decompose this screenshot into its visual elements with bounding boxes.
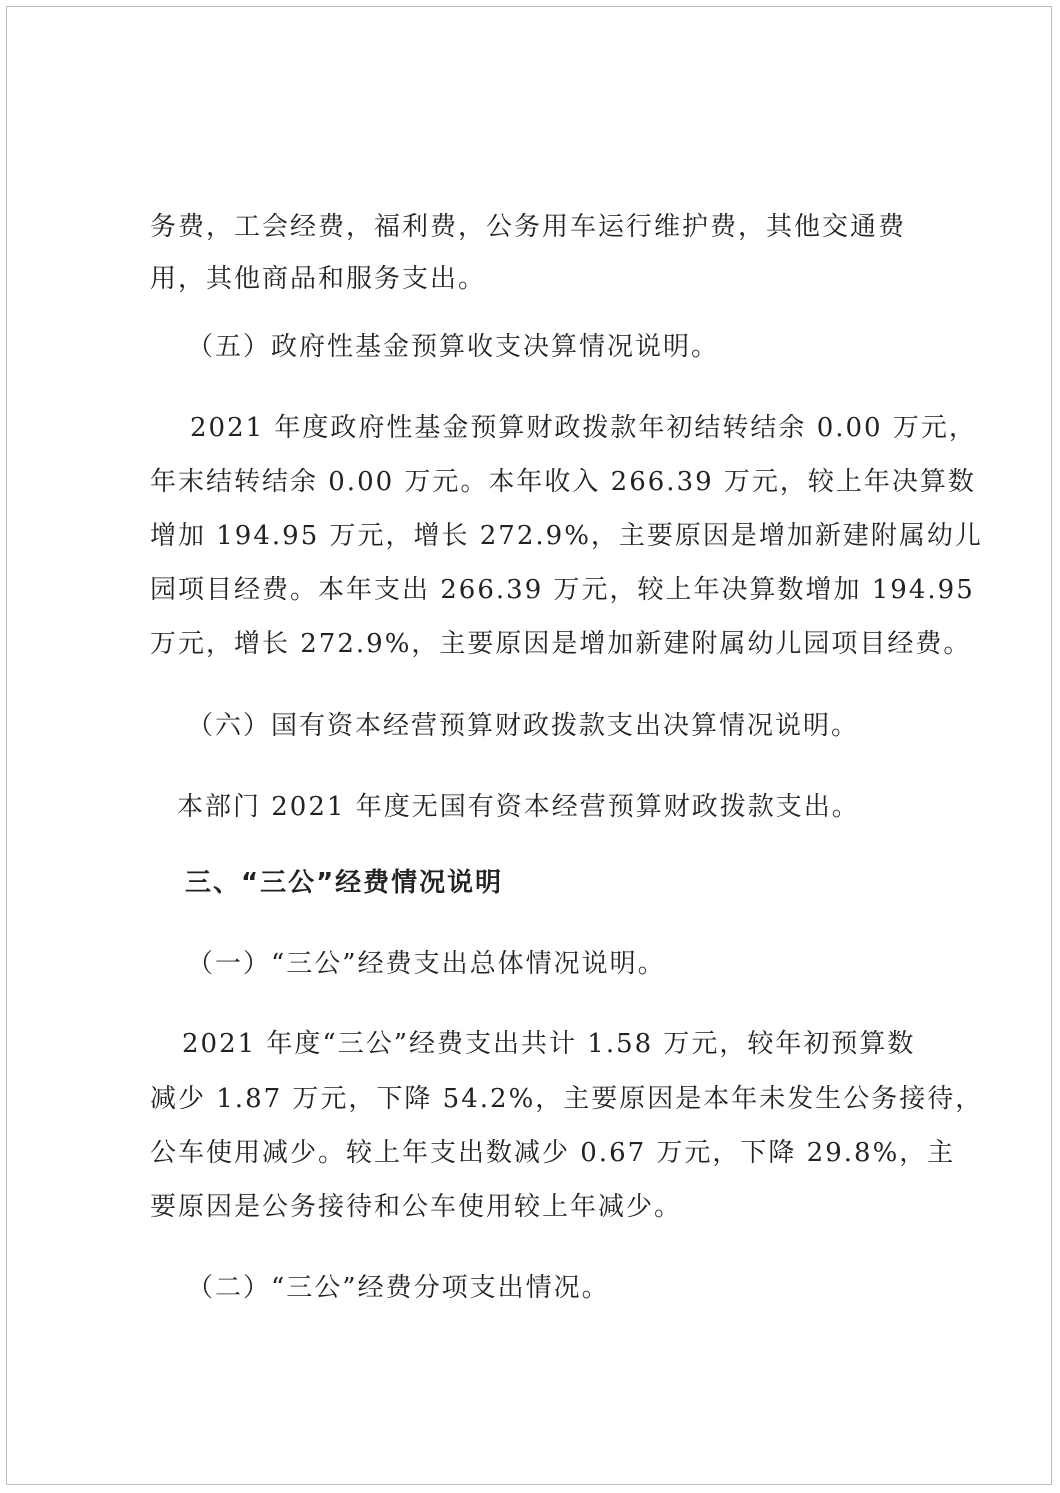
section-subheading: （五）政府性基金预算收支决算情况说明。 [187, 332, 720, 362]
document-page [6, 6, 1052, 1485]
body-text-line: 本部门 2021 年度无国有资本经营预算财政拨款支出。 [177, 792, 860, 822]
body-text-line: 用，其他商品和服务支出。 [150, 264, 487, 294]
body-text-line: 万元，增长 272.9%，主要原因是增加新建附属幼儿园项目经费。 [150, 629, 972, 659]
section-subheading: （六）国有资本经营预算财政拨款支出决算情况说明。 [187, 711, 860, 741]
body-text-line: 园项目经费。本年支出 266.39 万元，较上年决算数增加 194.95 [150, 575, 975, 605]
body-text-line: 2021 年度“三公”经费支出共计 1.58 万元，较年初预算数 [182, 1029, 916, 1059]
body-text-line: 增加 194.95 万元，增长 272.9%，主要原因是增加新建附属幼儿 [150, 521, 983, 551]
section-heading: 三、“三公”经费情况说明 [185, 868, 504, 898]
body-text-line: 2021 年度政府性基金预算财政拨款年初结转结余 0.00 万元， [190, 413, 977, 443]
body-text-line: 年末结转结余 0.00 万元。本年收入 266.39 万元，较上年决算数 [150, 467, 976, 497]
section-subheading: （二）“三公”经费分项支出情况。 [187, 1273, 610, 1303]
body-text-line: 减少 1.87 万元，下降 54.2%，主要原因是本年未发生公务接待， [150, 1084, 984, 1114]
section-subheading: （一）“三公”经费支出总体情况说明。 [187, 949, 666, 979]
body-text-line: 公车使用减少。较上年支出数减少 0.67 万元，下降 29.8%，主 [150, 1138, 956, 1168]
body-text-line: 务费，工会经费，福利费，公务用车运行维护费，其他交通费 [150, 212, 907, 242]
body-text-line: 要原因是公务接待和公车使用较上年减少。 [150, 1192, 683, 1222]
